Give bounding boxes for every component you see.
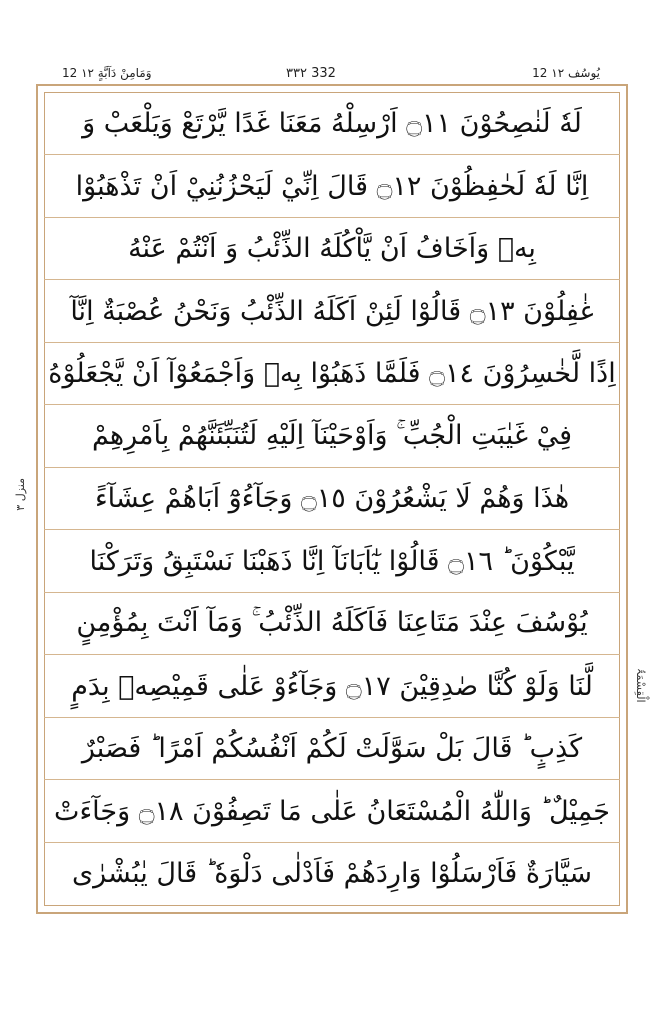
verse-line: غٰفِلُوْنَ ۝١٣ قَالُوْا لَئِنْ اَكَلَهُ الذِّئْبُ وَنَحْنُ عُصْبَةٌ اِنَّآ: [44, 280, 620, 343]
verse-line: بِهٖ وَاَخَافُ اَنْ يَّاْكُلَهُ الذِّئْبُ وَ اَنْتُمْ عَنْهُ: [44, 217, 620, 280]
verse-line: اِنَّا لَهٗ لَحٰفِظُوْنَ ۝١٢ قَالَ اِنِّيْ لَيَحْزُنُنِيْ اَنْ تَذْهَبُوْا: [44, 155, 620, 218]
header-surah-name: 12 يُوسُف ١٢: [532, 66, 600, 80]
verse-line: اِذًا لَّخٰسِرُوْنَ ۝١٤ فَلَمَّا ذَهَبُوْا بِهٖ وَاَجْمَعُوْآ اَنْ يَّجْعَلُوْهُ: [44, 342, 620, 405]
verse-line: كَذِبٍ ؕ قَالَ بَلْ سَوَّلَتْ لَكُمْ اَنْفُسُكُمْ اَمْرًا ؕ فَصَبْرٌ: [44, 717, 620, 780]
page-number: ٣٣٢ 332: [286, 66, 336, 81]
verse-line: سَيَّارَةٌ فَاَرْسَلُوْا وَارِدَهُمْ فَاَدْلٰى دَلْوَهٗ ؕ قَالَ يٰبُشْرٰى: [72, 858, 593, 889]
verse-line: هٰذَا وَهُمْ لَا يَشْعُرُوْنَ ۝١٥ وَجَآءُوْٓ اَبَاهُمْ عِشَآءً: [44, 467, 620, 530]
verse-line: جَمِيْلٌ ؕ وَاللّٰهُ الْمُسْتَعَانُ عَلٰى مَا تَصِفُوْنَ ۝١٨ وَجَآءَتْ: [44, 780, 620, 843]
verse-line: يَّبْكُوْنَ ؕ ۝١٦ قَالُوْا يٰٓاَبَانَآ اِنَّا ذَهَبْنَا نَسْتَبِقُ وَتَرَكْنَا: [44, 530, 620, 593]
verse-line: فِيْ غَيٰبَتِ الْجُبِّ ۚ وَاَوْحَيْنَآ اِلَيْهِ لَتُنَبِّئَنَّهُمْ بِاَمْرِهِمْ: [44, 405, 620, 468]
verse-line: لَّنَا وَلَوْ كُنَّا صٰدِقِيْنَ ۝١٧ وَجَآءُوْ عَلٰى قَمِيْصِهٖ بِدَمٍ: [44, 655, 620, 718]
section-marker: الْقِسْمَۃُ: [634, 668, 647, 703]
manzil-marker: منزل ٣: [14, 478, 27, 511]
verse-line: لَهٗ لَنٰصِحُوْنَ ۝١١ اَرْسِلْهُ مَعَنَا غَدًا يَّرْتَعْ وَيَلْعَبْ وَ: [44, 92, 620, 155]
page-header: [40, 66, 622, 86]
verse-line: يُوْسُفَ عِنْدَ مَتَاعِنَا فَاَكَلَهُ الذِّئْبُ ۚ وَمَآ اَنْتَ بِمُؤْمِنٍ: [44, 592, 620, 655]
header-left-text: 12 وَمَامِنْ دَآبَّةٍ ١٢: [62, 66, 152, 80]
